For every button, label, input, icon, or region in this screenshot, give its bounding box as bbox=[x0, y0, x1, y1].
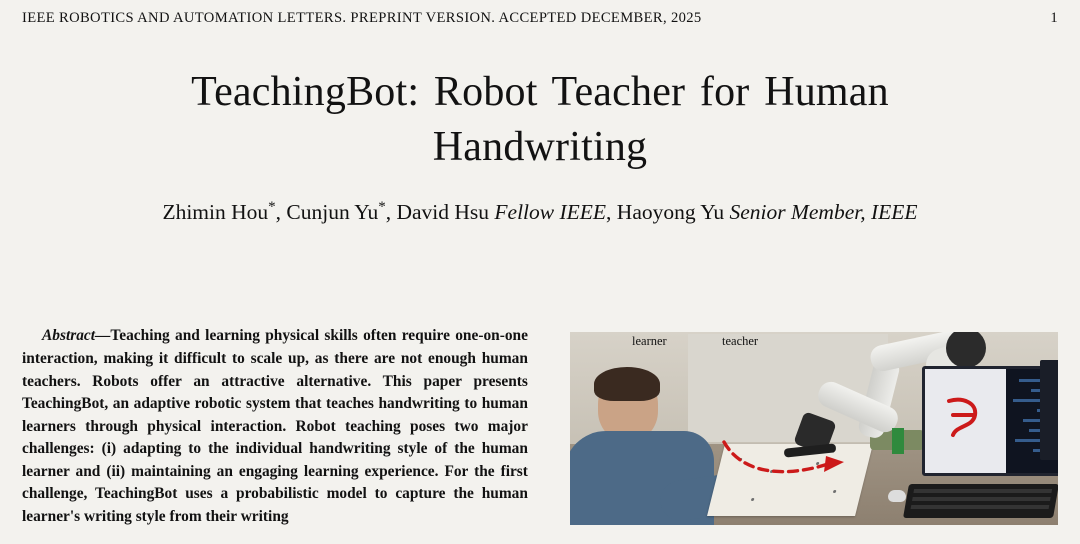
running-head-text: IEEE ROBOTICS AND AUTOMATION LETTERS. PREPRINT VERSION. ACCEPTED DECEMBER, 2025 bbox=[22, 10, 702, 26]
author-name-4: Haoyong Yu bbox=[616, 200, 725, 225]
handwriting-character-icon bbox=[939, 391, 991, 447]
author-name-2: Cunjun Yu bbox=[286, 200, 379, 225]
figure-label-teacher: teacher bbox=[722, 334, 759, 348]
author-mark-2: * bbox=[378, 198, 386, 215]
abstract-text: Teaching and learning physical skills often require one-on-one interaction, making it difficult to scale up, as there are not enough human teachers. Robots offer an attractive alternative. This paper presents TeachingBot, an adaptive robotic system that teaches handwriting to human learners through physical interaction. Robot teaching poses two major challenges: (i) adapting to the individual handwriting style of the human learner and (ii) maintaining an engaging learning experience. For the first challenge, TeachingBot uses a probabilistic model to capture the human learner's writing style from their writing bbox=[22, 327, 528, 525]
author-name-1: Zhimin Hou bbox=[162, 200, 269, 225]
author-affil-3: Fellow IEEE bbox=[494, 200, 607, 225]
figure-label-learner: learner bbox=[632, 334, 667, 348]
learner-person bbox=[570, 357, 704, 525]
abstract-paragraph bbox=[22, 325, 528, 528]
author-list: Zhimin Hou*, Cunjun Yu*, David Hsu Fellow IEEE, Haoyong Yu Senior Member, IEEE bbox=[162, 198, 918, 225]
teaser-figure bbox=[570, 332, 1058, 525]
author-mark-1: * bbox=[268, 198, 276, 215]
abstract-dash: — bbox=[95, 327, 111, 345]
desk-clamp-1 bbox=[892, 428, 904, 454]
learner-hair bbox=[594, 367, 660, 401]
figure-photo bbox=[570, 332, 1058, 525]
monitor-left-pane bbox=[925, 369, 1006, 473]
secondary-monitor bbox=[1040, 360, 1058, 460]
abstract-label: Abstract bbox=[42, 327, 96, 345]
computer-monitor bbox=[922, 366, 1058, 476]
author-name-3: David Hsu bbox=[396, 200, 490, 225]
page-title: TeachingBot: Robot Teacher for Human Handwriting bbox=[191, 69, 889, 171]
author-affil-4: Senior Member, IEEE bbox=[729, 200, 918, 225]
column-left bbox=[22, 310, 528, 544]
computer-keyboard bbox=[903, 484, 1058, 518]
computer-mouse bbox=[888, 490, 906, 502]
page-number: 1 bbox=[1050, 10, 1058, 26]
running-head bbox=[22, 0, 1058, 27]
